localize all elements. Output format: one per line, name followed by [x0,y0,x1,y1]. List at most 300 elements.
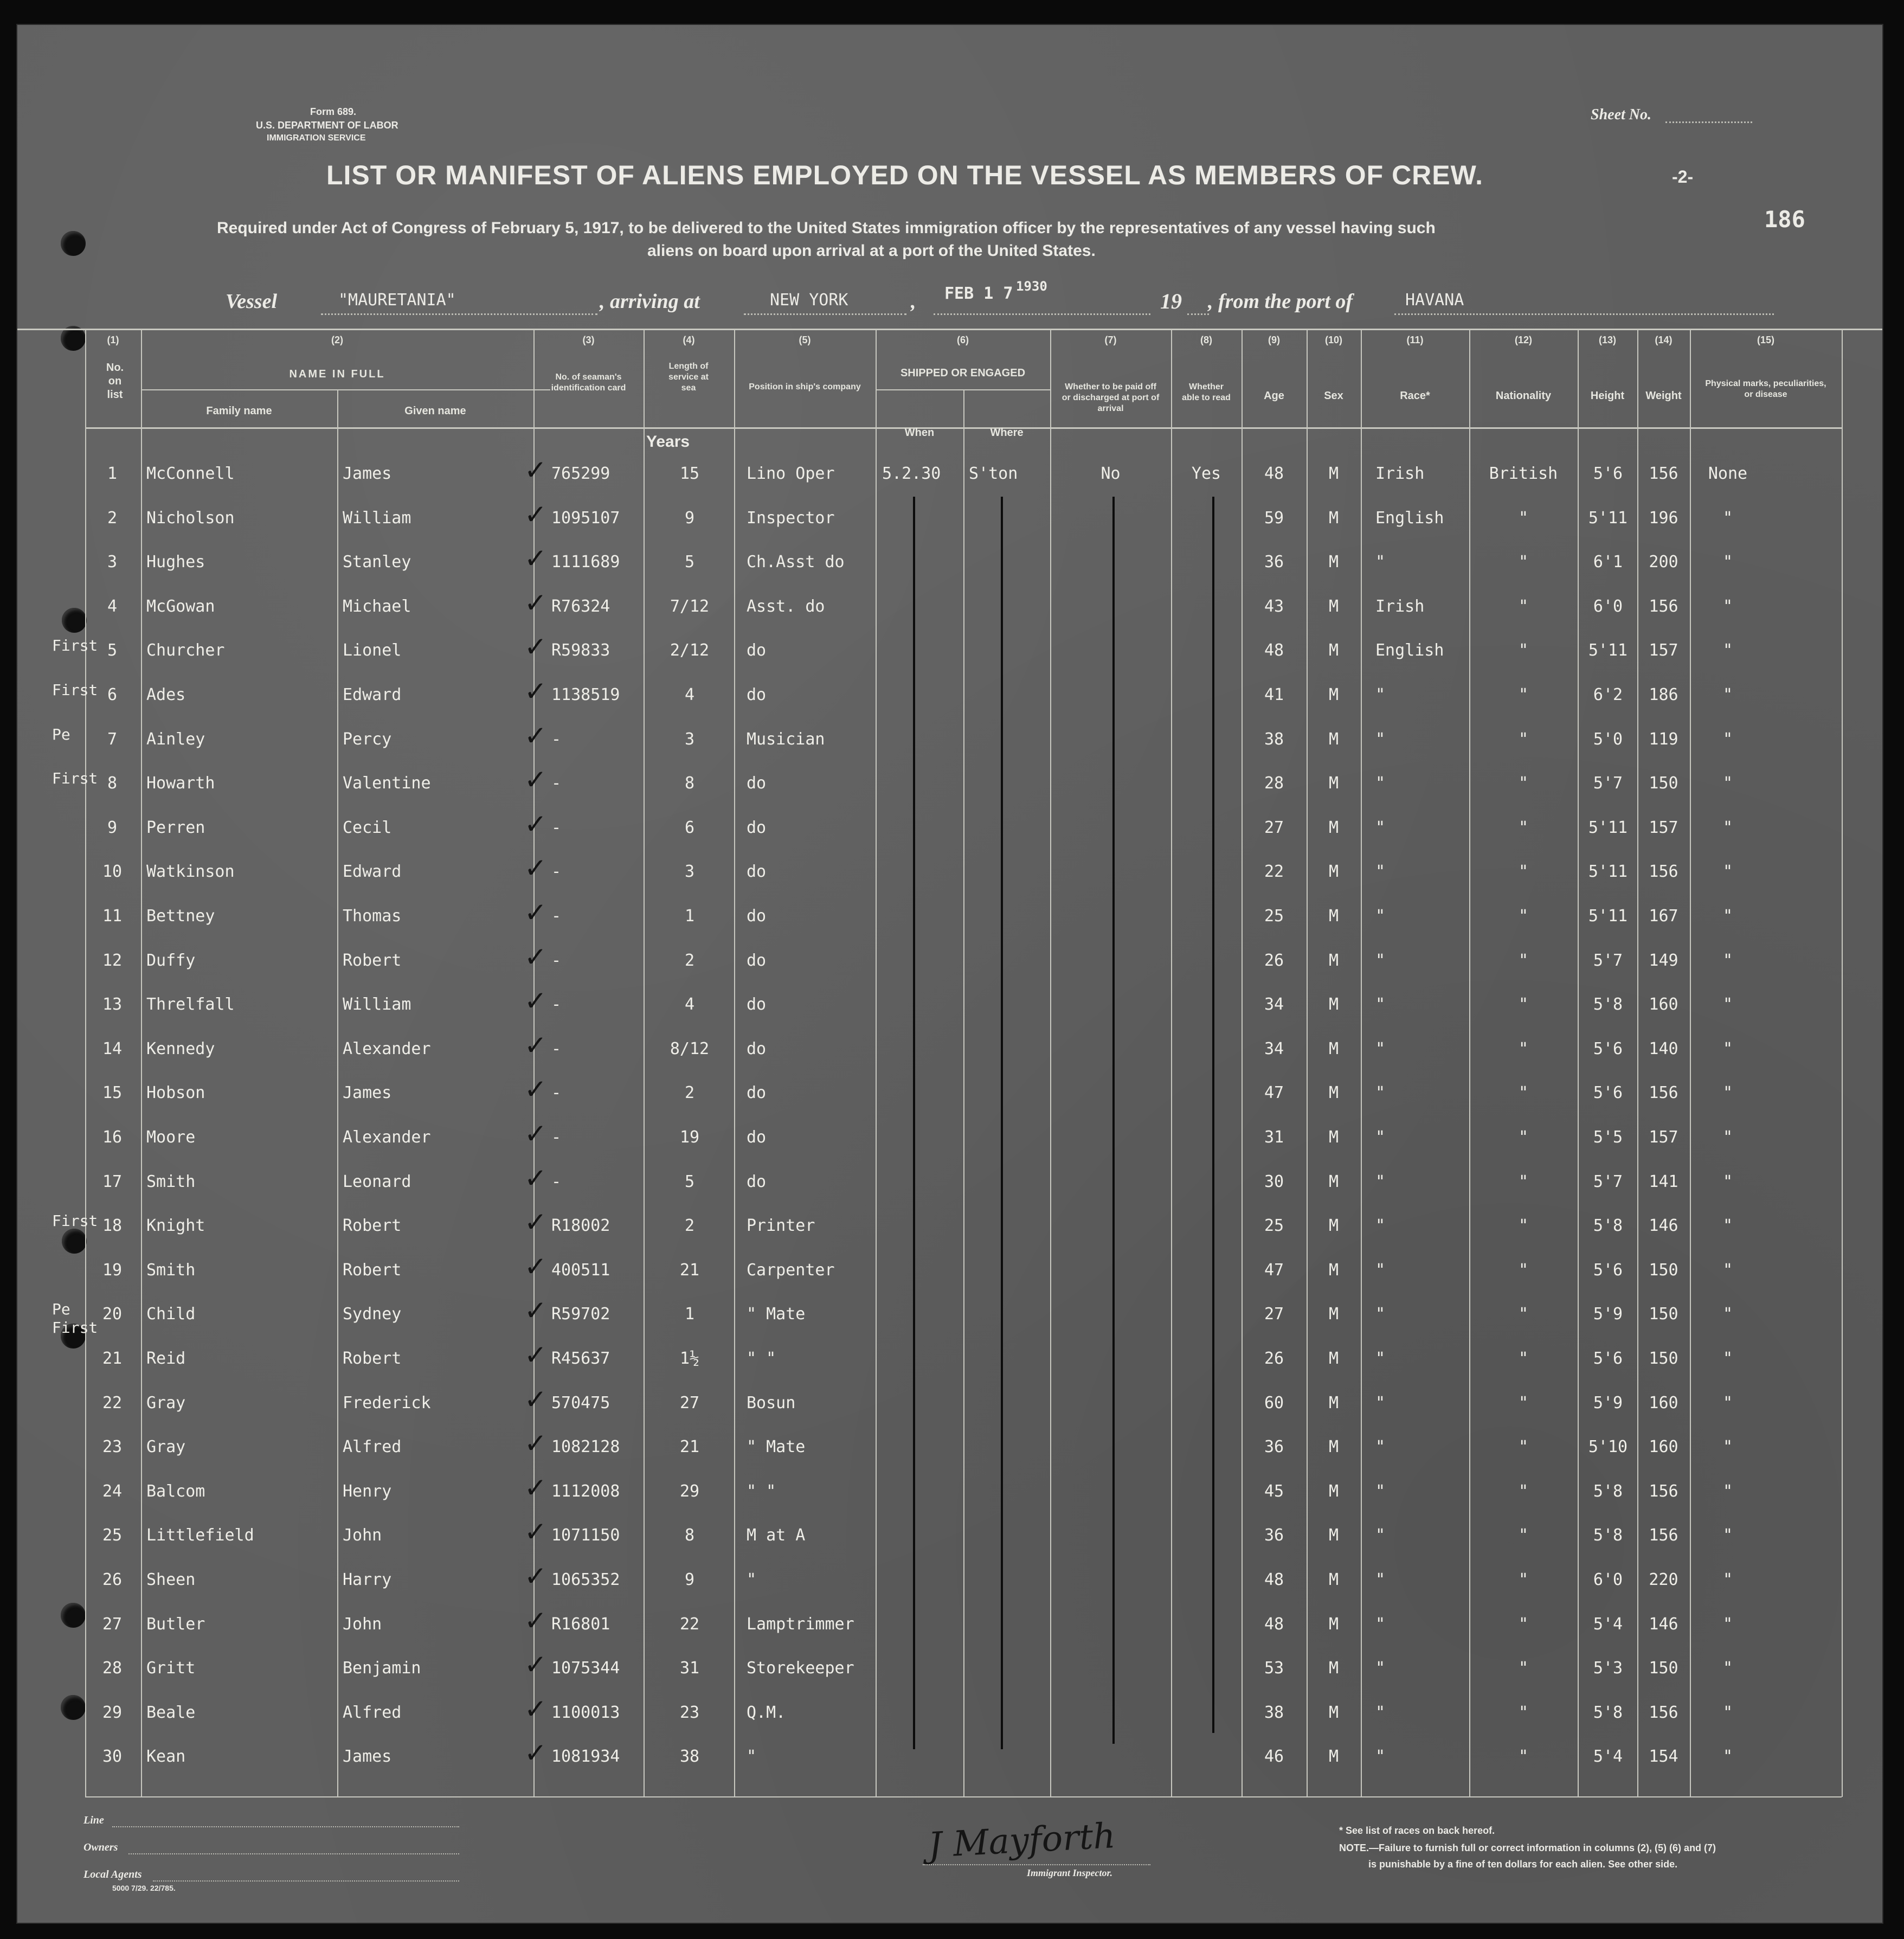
cell-weight: 156 [1649,464,1678,483]
cell-nationality: " [1518,1172,1529,1191]
cell-card: R16801 [551,1614,610,1634]
cell-sex: M [1328,1659,1339,1678]
cell-family: Perren [146,818,205,837]
cell-weight: 156 [1649,596,1678,616]
cell-card: 1065352 [551,1570,620,1589]
cell-sex: M [1328,1747,1339,1767]
cell-height: 5'6 [1593,1260,1623,1280]
cell-given: Percy [343,729,392,749]
margin-note: Pe [52,1300,70,1319]
cell-marks: " [1722,1659,1733,1678]
cell-nationality: " [1518,907,1529,926]
check-mark: ✓ [524,1029,547,1061]
cell-years: 7/12 [670,596,710,616]
cell-marks: " [1722,1481,1733,1501]
arriving-port: NEW YORK [770,291,848,310]
cell-sex: M [1328,464,1339,483]
check-mark: ✓ [524,1649,547,1681]
cell-weight: 220 [1649,1570,1678,1589]
cell-years: 2 [684,1083,695,1103]
cell-weight: 150 [1649,1260,1678,1280]
cell-years: 9 [684,508,695,528]
punch-hole [62,1229,87,1254]
cell-height: 5'5 [1593,1128,1623,1147]
cell-family: Littlefield [146,1526,254,1545]
cell-height: 6'0 [1593,1570,1623,1589]
cell-age: 41 [1264,685,1284,704]
cell-weight: 156 [1649,1703,1678,1722]
check-mark: ✓ [524,1162,547,1194]
cell-position: do [747,995,767,1015]
cell-sex: M [1328,1216,1339,1236]
cell-nationality: " [1518,1083,1529,1103]
cell-sex: M [1328,1172,1339,1191]
cell-race: " [1375,729,1386,749]
cell-no: 29 [102,1703,123,1722]
cell-family: Moore [146,1128,196,1147]
cell-given: Lionel [343,641,402,660]
cell-sex: M [1328,907,1339,926]
cell-marks: " [1722,1393,1733,1412]
cell-age: 25 [1264,907,1284,926]
check-mark: ✓ [524,852,547,884]
service: IMMIGRATION SERVICE [267,133,366,143]
cell-position: Inspector [747,508,835,528]
cell-race: English [1375,641,1444,660]
cell-marks: " [1722,1305,1733,1324]
cell-given: Frederick [343,1393,431,1412]
cell-position: do [747,818,767,837]
document-title: LIST OR MANIFEST OF ALIENS EMPLOYED ON THE VESSEL AS MEMBERS OF CREW. [326,160,1483,190]
cell-race: " [1375,685,1386,704]
cell-sex: M [1328,1128,1339,1147]
check-mark: ✓ [524,941,547,973]
cell-years: 5 [684,1172,695,1191]
cell-card: - [551,1172,562,1191]
cell-card: R76324 [551,596,610,616]
check-mark: ✓ [524,454,547,486]
margin-note: First [52,1319,98,1337]
cell-weight: 157 [1649,641,1678,660]
col-sex: Sex [1324,390,1343,402]
cell-family: McConnell [146,464,235,483]
cell-sex: M [1328,951,1339,970]
cell-years: 29 [679,1481,700,1501]
cell-age: 26 [1264,951,1284,970]
col-paid-off: Whether to be paid off or discharged at port of arrival [1062,382,1160,413]
department: U.S. DEPARTMENT OF LABOR [256,120,398,131]
inspector-label: Immigrant Inspector. [1027,1867,1113,1878]
col-shipped-when: When [904,427,935,439]
cell-sex: M [1328,1260,1339,1280]
cell-years: 21 [679,1437,700,1457]
cell-position: do [747,641,767,660]
cell-no: 12 [102,951,123,970]
check-mark: ✓ [524,1295,547,1327]
cell-family: Kennedy [146,1039,215,1058]
check-mark: ✓ [524,720,547,752]
cell-marks: " [1722,1747,1733,1767]
cell-age: 60 [1264,1393,1284,1412]
cell-given: Valentine [343,774,431,793]
cell-race: " [1375,1703,1386,1722]
cell-nationality: " [1518,1570,1529,1589]
cell-nationality: " [1518,508,1529,528]
check-mark: ✓ [524,587,547,619]
cell-height: 5'7 [1593,774,1623,793]
cell-card: - [551,774,562,793]
cell-marks: " [1722,641,1733,660]
cell-weight: 150 [1649,774,1678,793]
cell-marks: " [1722,1526,1733,1545]
cell-sex: M [1328,1614,1339,1634]
ditto-line-paid [1112,497,1115,1744]
cell-race: " [1375,1747,1386,1767]
cell-years: 3 [684,862,695,882]
cell-race: " [1375,818,1386,837]
cell-weight: 196 [1649,508,1678,528]
cell-years: 2/12 [670,641,710,660]
cell-height: 5'8 [1593,1216,1623,1236]
cell-race: " [1375,1614,1386,1634]
cell-years: 5 [684,553,695,572]
cell-family: Beale [146,1703,196,1722]
cell-sex: M [1328,729,1339,749]
cell-position: Printer [747,1216,815,1236]
cell-given: Stanley [343,553,411,572]
cell-marks: " [1722,1349,1733,1368]
form-number: Form 689. [310,106,357,117]
check-mark: ✓ [524,1561,547,1592]
cell-marks: " [1722,862,1733,882]
cell-given: Harry [343,1570,392,1589]
col-physical-marks: Physical marks, peculiarities, or disease [1705,379,1826,399]
cell-weight: 154 [1649,1747,1678,1767]
cell-marks: " [1722,1128,1733,1147]
cell-position: " " [747,1349,776,1368]
margin-note: First [52,681,98,699]
cell-given: Thomas [343,907,402,926]
cell-no: 2 [107,508,118,528]
cell-years: 21 [679,1260,700,1280]
col-name-in-full: NAME IN FULL [289,368,385,380]
cell-sex: M [1328,1039,1339,1058]
cell-family: Nicholson [146,508,235,528]
cell-marks: " [1722,995,1733,1015]
cell-height: 5'6 [1593,1039,1623,1058]
cell-marks: " [1722,508,1733,528]
cell-family: Child [146,1305,196,1324]
cell-position: Carpenter [747,1260,835,1280]
cell-card: R59702 [551,1305,610,1324]
cell-years: 22 [679,1614,700,1634]
cell-no: 20 [102,1305,123,1324]
cell-no: 24 [102,1481,123,1501]
check-mark: ✓ [524,1737,547,1769]
cell-card: 570475 [551,1393,610,1412]
cell-marks: " [1722,774,1733,793]
cell-given: Michael [343,596,411,616]
inspector-signature: J Mayforth [927,1816,1117,1866]
cell-height: 5'7 [1593,1172,1623,1191]
cell-when: 5.2.30 [882,464,941,483]
cell-age: 22 [1264,862,1284,882]
cell-card: 1138519 [551,685,620,704]
cell-weight: 119 [1649,729,1678,749]
col-no-on-list: No. on list [106,362,124,401]
cell-position: Bosun [747,1393,796,1412]
cell-given: Alfred [343,1703,402,1722]
cell-sex: M [1328,1481,1339,1501]
cell-marks: " [1722,553,1733,572]
cell-card: 1071150 [551,1526,620,1545]
cell-weight: 160 [1649,1393,1678,1412]
cell-card: 1095107 [551,508,620,528]
cell-marks: " [1722,1260,1733,1280]
cell-race: " [1375,1128,1386,1147]
cell-height: 5'11 [1588,818,1628,837]
cell-card: - [551,729,562,749]
cell-position: do [747,862,767,882]
cell-position: do [747,907,767,926]
subtitle-line-1: Required under Act of Congress of February 5, 1917, to be delivered to the United States immigration officer by the representatives of any vessel having such [217,219,1436,237]
cell-nationality: " [1518,729,1529,749]
arrival-year-stamp: 1930 [1016,279,1047,294]
cell-no: 4 [107,596,118,616]
cell-age: 48 [1264,641,1284,660]
cell-no: 3 [107,553,118,572]
cell-race: " [1375,1526,1386,1545]
cell-given: Robert [343,951,402,970]
cell-card: - [551,907,562,926]
cell-nationality: " [1518,951,1529,970]
cell-marks: " [1722,907,1733,926]
cell-card: 1112008 [551,1481,620,1501]
cell-sex: M [1328,774,1339,793]
cell-height: 5'6 [1593,464,1623,483]
page-mark: -2- [1672,167,1694,187]
cell-position: do [747,951,767,970]
cell-weight: 150 [1649,1349,1678,1368]
col-race: Race* [1400,390,1430,402]
cell-years: 1½ [679,1349,700,1368]
cell-race: " [1375,1039,1386,1058]
cell-nationality: " [1518,1039,1529,1058]
col-shipped-or-engaged: SHIPPED OR ENGAGED [900,367,1026,379]
cell-race: " [1375,1437,1386,1457]
cell-age: 34 [1264,995,1284,1015]
cell-no: 6 [107,685,118,704]
cell-given: Robert [343,1349,402,1368]
cell-card: 1082128 [551,1437,620,1457]
cell-position: " [747,1570,757,1589]
cell-no: 5 [107,641,118,660]
cell-race: " [1375,907,1386,926]
cell-card: 1075344 [551,1659,620,1678]
year-prefix: 19 [1160,289,1182,313]
cell-marks: " [1722,1039,1733,1058]
check-mark: ✓ [524,897,547,928]
cell-no: 30 [102,1747,123,1767]
cell-card: R45637 [551,1349,610,1368]
cell-given: Benjamin [343,1659,421,1678]
cell-marks: " [1722,685,1733,704]
cell-nationality: " [1518,1703,1529,1722]
col-position: Position in ship's company [749,382,861,391]
check-mark: ✓ [524,1516,547,1548]
cell-marks: " [1722,1216,1733,1236]
cell-height: 5'11 [1588,862,1628,882]
cell-family: Watkinson [146,862,235,882]
cell-years: 8 [684,774,695,793]
check-mark: ✓ [524,1604,547,1636]
cell-nationality: " [1518,1260,1529,1280]
cell-no: 13 [102,995,123,1015]
cell-sex: M [1328,596,1339,616]
cell-sex: M [1328,862,1339,882]
cell-height: 5'11 [1588,907,1628,926]
cell-marks: " [1722,1083,1733,1103]
cell-age: 38 [1264,1703,1284,1722]
cell-marks: " [1722,1172,1733,1191]
manifest-sheet: Form 689. U.S. DEPARTMENT OF LABOR IMMIGRATION SERVICE Sheet No. LIST OR MANIFEST OF ALIENS EMPLOYED ON THE VESSEL AS MEMBERS OF CREW. -2- Required under Act of Congress of February 5, 1917, to be delivered to the United States immigration officer by the representatives of any vessel having such aliens on board upon arrival at a port of the United States. 186 Vessel "MAURETANIA" , arriving at NEW YORK , FEB 1 7 1930 19 , from the port of HAVANA (1) No. on list (2) NAME IN FULL Family name Given name (3) No. of seaman's identification card (4) Length of service at sea Years (5) Position in ship's company (6) SHIPPED OR ENGAGED When Where (7) Whether to be paid off or discharged at port of arrival (8) Whether able to read (9) Age (10) Sex (11) Race* (12) Nationality (13) Height (14) Weight (15) Physical marks, peculiarities, or disease ✓ 1 McConnell James 765299 15 Lino Oper 5.2.30 S'ton No Yes 48 M Irish British 5'6 156 None ✓ 2 Nicholson William 1095107 9 Inspector 59 M English " 5'11 196 " ✓ 3 Hughes Stanley 1111689 5 Ch.Asst do 36 M " " 6'1 200 " ✓ 4 McGowan Michael R76324 7/12 Asst. do 43 M Irish " 6'0 156 " ✓ 5 Churcher Lionel R59833 2/12 do 48 M English " 5'11 157 " ✓ 6 Ades Edward 1138519 4 do 41 M " " 6'2 186 " ✓ 7 Ainley Percy - 3 Musician 38 M " " 5'0 119 " ✓ 8 Howarth Valentine - 8 do 28 M " " 5'7 150 " ✓ 9 Perren Cecil - 6 do 27 M " " 5'11 157 " ✓ 10 Watkinson Edward - 3 do 22 M " " 5'11 156 " ✓ 11 Bettney Thomas - 1 do 25 M " " 5'11 167 " ✓ 12 Duffy Robert - 2 do 26 M " " 5'7 149 " ✓ 13 Threlfall William - 4 do 34 M " " 5'8 160 " ✓ 14 Kennedy Alexander - 8/12 do 34 M " " 5'6 140 " ✓ 15 Hobson James - 2 do 47 M " " 5'6 156 " ✓ 16 Moore Alexander - 19 do 31 M " " 5'5 157 " ✓ 17 Smith Leonard - 5 do 30 M " " 5'7 141 " ✓ 18 Knight Robert R18002 2 Printer 25 M " " 5'8 146 " ✓ 19 Smith Robert 400511 21 Carpenter 47 M " " 5'6 150 " ✓ 20 Child Sydney R59702 1 " Mate 27 M " " 5'9 150 " ✓ 21 Reid Robert R45637 1½ " " 26 M " " 5'6 150 " ✓ 22 Gray Frederick 570475 27 Bosun 60 M " " 5'9 160 " ✓ 23 Gray Alfred 1082128 21 " Mate 36 M " " 5'10 160 " ✓ 24 Balcom Henry 1112008 29 " " 45 M " " 5'8 156 " ✓ 25 Littlefield John 1071150 8 M at A 36 M " " 5'8 156 " ✓ 26 Sheen Harry 1065352 9 " 48 M " " 6'0 220 " ✓ 27 Butler John R16801 22 Lamptrimmer 48 M " " 5'4 146 " ✓ 28 Gritt Benjamin 1075344 31 Storekeeper 53 M " " 5'3 150 " ✓ 29 Beale Alfred 1100013 23 Q.M. 38 M " " 5'8 156 " ✓ 30 Kean James 1081934 38 " 46 M " " 5'4 154 " First First Pe First First Pe First Line Owners Local Agents 5000 7/29. 22/785. J Mayforth Immigrant Inspector. * See list of races on back hereof. NOTE.—Failure to furnish full or correct information in columns (2), (5) (6) and (7) is punishable by a fine of ten dollars for each alien. See other side. [16,24,1883,1924]
cell-no: 19 [102,1260,123,1280]
cell-years: 8/12 [670,1039,710,1058]
cell-age: 27 [1264,1305,1284,1324]
cell-family: Ades [146,685,186,704]
cell-card: - [551,1128,562,1147]
cell-marks: " [1722,951,1733,970]
cell-family: Ainley [146,729,205,749]
cell-given: Sydney [343,1305,402,1324]
cell-sex: M [1328,685,1339,704]
cell-weight: 157 [1649,1128,1678,1147]
cell-weight: 156 [1649,1481,1678,1501]
margin-note: First [52,637,98,655]
cell-nationality: " [1518,1128,1529,1147]
cell-no: 7 [107,729,118,749]
cell-family: Churcher [146,641,225,660]
cell-height: 6'0 [1593,596,1623,616]
cell-read: Yes [1191,464,1221,483]
margin-note: First [52,769,98,788]
check-mark: ✓ [524,1118,547,1150]
cell-nationality: " [1518,685,1529,704]
cell-no: 27 [102,1614,123,1634]
cell-no: 8 [107,774,118,793]
cell-no: 23 [102,1437,123,1457]
cell-weight: 140 [1649,1039,1678,1058]
cell-race: " [1375,1481,1386,1501]
cell-weight: 150 [1649,1305,1678,1324]
cell-years: 2 [684,1216,695,1236]
sheet-no-label: Sheet No. [1591,106,1651,123]
cell-family: Gritt [146,1659,196,1678]
cell-years: 6 [684,818,695,837]
cell-position: " Mate [747,1305,806,1324]
cell-sex: M [1328,1083,1339,1103]
check-mark: ✓ [524,1339,547,1371]
col-age: Age [1264,390,1284,402]
cell-given: Edward [343,862,402,882]
cell-nationality: " [1518,1747,1529,1767]
cell-height: 6'1 [1593,553,1623,572]
cell-age: 25 [1264,1216,1284,1236]
cell-position: " Mate [747,1437,806,1457]
cell-no: 17 [102,1172,123,1191]
cell-no: 22 [102,1393,123,1412]
cell-family: Threlfall [146,995,235,1015]
cell-nationality: " [1518,1349,1529,1368]
cell-no: 10 [102,862,123,882]
cell-weight: 141 [1649,1172,1678,1191]
cell-position: do [747,1039,767,1058]
cell-race: " [1375,862,1386,882]
cell-given: James [343,1747,392,1767]
col-seaman-card: No. of seaman's identification card [551,373,626,393]
cell-position: Storekeeper [747,1659,854,1678]
cell-family: Kean [146,1747,186,1767]
cell-sex: M [1328,1703,1339,1722]
cell-nationality: " [1518,774,1529,793]
cell-position: do [747,1128,767,1147]
punch-hole [61,1603,86,1628]
cell-card: 1111689 [551,553,620,572]
cell-given: James [343,1083,392,1103]
cell-height: 5'7 [1593,951,1623,970]
cell-age: 59 [1264,508,1284,528]
cell-given: William [343,508,411,528]
cell-no: 25 [102,1526,123,1545]
cell-card: - [551,862,562,882]
cell-nationality: " [1518,995,1529,1015]
cell-position: do [747,685,767,704]
cell-height: 5'8 [1593,1481,1623,1501]
cell-age: 36 [1264,553,1284,572]
cell-age: 30 [1264,1172,1284,1191]
cell-family: Balcom [146,1481,205,1501]
cell-sex: M [1328,641,1339,660]
cell-years: 31 [679,1659,700,1678]
cell-nationality: " [1518,1526,1529,1545]
cell-given: William [343,995,411,1015]
cell-card: R59833 [551,641,610,660]
cell-given: Robert [343,1260,402,1280]
cell-card: 1100013 [551,1703,620,1722]
cell-years: 4 [684,995,695,1015]
check-mark: ✓ [524,1383,547,1415]
ditto-line-where [1001,497,1003,1749]
cell-nationality: " [1518,1216,1529,1236]
cell-height: 5'11 [1588,508,1628,528]
from-port: HAVANA [1405,291,1464,310]
cell-card: - [551,951,562,970]
cell-race: " [1375,1216,1386,1236]
cell-sex: M [1328,1349,1339,1368]
cell-given: Cecil [343,818,392,837]
cell-given: Henry [343,1481,392,1501]
cell-position: Musician [747,729,825,749]
cell-age: 31 [1264,1128,1284,1147]
cell-marks: " [1722,596,1733,616]
cell-height: 5'3 [1593,1659,1623,1678]
cell-no: 26 [102,1570,123,1589]
cell-height: 5'8 [1593,1703,1623,1722]
cell-given: Leonard [343,1172,411,1191]
check-mark: ✓ [524,1206,547,1238]
cell-given: Alfred [343,1437,402,1457]
cell-nationality: " [1518,1305,1529,1324]
